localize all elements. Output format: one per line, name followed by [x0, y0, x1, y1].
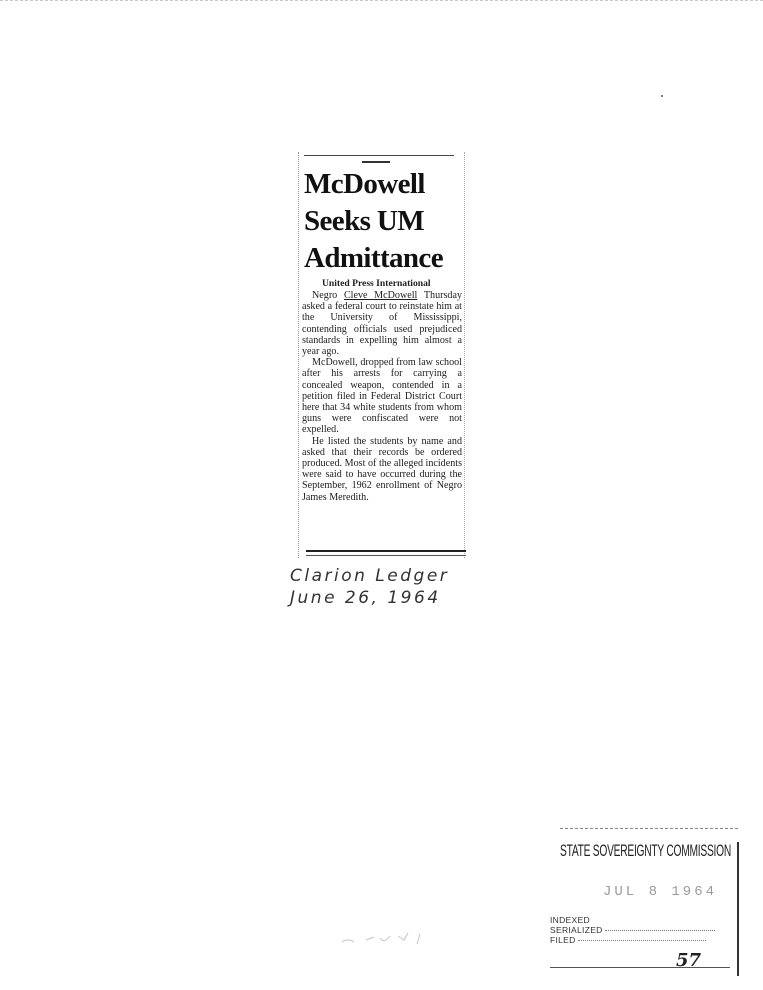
stamp-file-number: 57: [676, 950, 702, 971]
stamp-indexed-line: [550, 916, 590, 925]
clipping-top-mark: [362, 161, 390, 163]
paragraph-1-text: Thursday asked a federal court to reinstate him at the University of Mississippi, contending officials used prejudiced standards in expelling him almost a year ago.: [302, 290, 463, 358]
stamp-serialized-label: SERIALIZED: [550, 925, 603, 935]
commission-stamp: [548, 824, 748, 980]
clipping-top-rule: [304, 155, 454, 156]
stamp-filed-label: FILED: [550, 935, 576, 945]
article-headline: McDowell Seeks UM Admittance: [304, 168, 443, 274]
clipping-bottom-rule: [306, 550, 466, 556]
stamp-date: JUL 8 1964: [603, 884, 718, 900]
article-paragraph-3: He listed the students by name and asked that their records be ordered produced. Most of the alleged incidents were said to have occurred during the September, 1962 enrollment of Negro James Meredith.: [302, 435, 462, 503]
handwritten-source-note: [290, 565, 449, 609]
stamp-indexed-label: INDEXED: [550, 915, 590, 925]
paragraph-1-prefix: Negro: [312, 290, 344, 301]
faint-scribble: [340, 928, 430, 948]
clipping-right-edge: [464, 152, 465, 558]
article-paragraph-1: [302, 290, 462, 357]
article-paragraph-2: McDowell, dropped from law school after his arrests for carrying a concealed weapon, contended in a petition filed in Federal District Court here that 34 white students from whom guns were confiscated were not expelled.: [302, 357, 462, 436]
stamp-serialized-line: [550, 926, 715, 935]
newspaper-clipping: [298, 152, 470, 562]
handwritten-date: June 26, 1964: [290, 588, 441, 608]
stamp-title: STATE SOVEREIGNTY COMMISSION: [560, 842, 731, 860]
article-byline: United Press International: [322, 278, 431, 289]
stamp-filed-line: [550, 936, 706, 945]
stamp-top-border: [560, 828, 738, 829]
handwritten-newspaper-name: Clarion Ledger: [290, 566, 450, 586]
stamp-bottom-rule: [550, 967, 730, 968]
subject-name: Cleve McDowell: [343, 290, 418, 301]
article-body: [302, 290, 462, 503]
stamp-right-border: [737, 842, 739, 976]
clipping-left-edge: [298, 152, 299, 558]
page-top-border: [0, 0, 763, 2]
scan-speck: [661, 95, 663, 97]
